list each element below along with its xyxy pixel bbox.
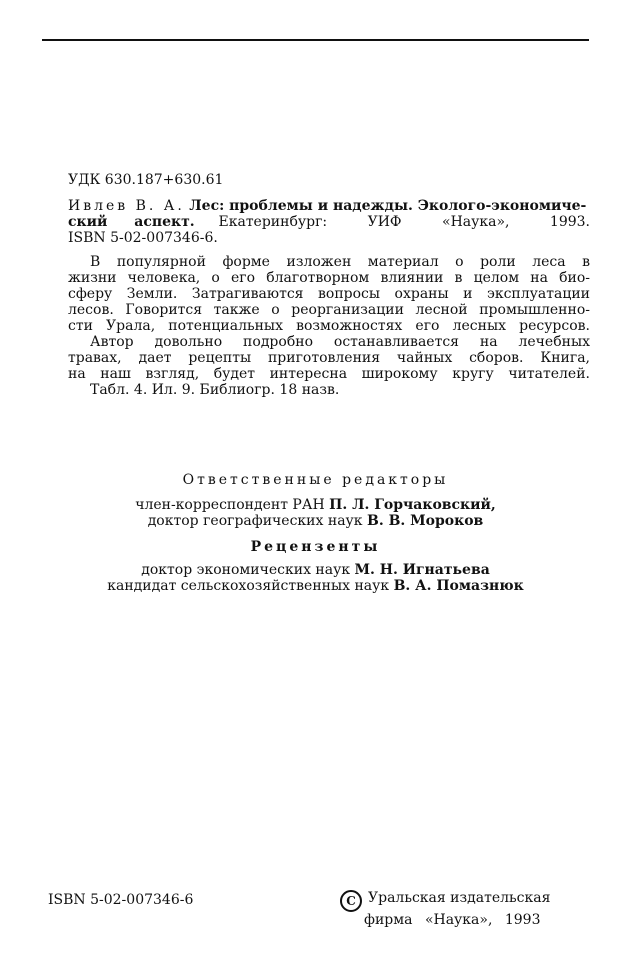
publisher-line: фирма «Наука», 1993 — [364, 912, 541, 928]
citation-publisher: Екатеринбург: УИФ «Наука», 1993. — [218, 214, 590, 230]
citation-title: Лес: проблемы и надежды. Эколого-экономиче- — [189, 198, 587, 214]
editor-line — [0, 513, 631, 529]
editor-name: П. Л. Горчаковский, — [329, 497, 496, 513]
citation-line-2 — [68, 214, 590, 230]
copyright-icon: C — [340, 890, 362, 912]
abstract-line: Автор довольно подробно останавливается на лечебных — [90, 334, 590, 350]
publisher-line: Уральская издательская — [368, 890, 551, 906]
editor-role: доктор географических наук — [147, 513, 363, 529]
citation-line-1 — [68, 198, 590, 214]
top-rule — [42, 39, 589, 41]
citation-title-cont: ский аспект. — [68, 214, 195, 230]
editors-heading: Ответственные редакторы — [182, 472, 449, 488]
reviewer-line — [0, 562, 631, 578]
reviewer-line — [0, 578, 631, 594]
abstract-line: на наш взгляд, будет интересна широкому кругу читателей. — [68, 366, 590, 382]
abstract-line: сти Урала, потенциальных возможностях его лесных ресурсов. — [68, 318, 590, 334]
editor-role: член-корреспондент РАН — [135, 497, 325, 513]
abstract-line: Табл. 4. Ил. 9. Библиогр. 18 назв. — [90, 382, 340, 398]
editor-line — [0, 497, 631, 513]
footer-publisher — [340, 890, 550, 928]
udk-code: УДК 630.187+630.61 — [68, 172, 224, 188]
reviewer-role: кандидат сельскохозяйственных наук — [107, 578, 390, 594]
abstract-line: жизни человека, о его благотворном влиянии в целом на био- — [68, 270, 590, 286]
abstract-line: сферу Земли. Затрагиваются вопросы охраны и эксплуатации — [68, 286, 590, 302]
reviewer-role: доктор экономических наук — [141, 562, 351, 578]
citation-isbn: ISBN 5-02-007346-6. — [68, 230, 218, 246]
reviewers-heading: Рецензенты — [250, 539, 381, 555]
footer-isbn: ISBN 5-02-007346-6 — [48, 892, 194, 908]
abstract-line: травах, дает рецепты приготовления чайных сборов. Книга, — [68, 350, 590, 366]
reviewer-name: В. А. Помазнюк — [393, 578, 524, 594]
citation-author: Ивлев В. А. — [68, 198, 185, 214]
reviewer-name: М. Н. Игнатьева — [354, 562, 490, 578]
abstract-line: В популярной форме изложен материал о роли леса в — [90, 254, 590, 270]
abstract-line: лесов. Говорится также о реорганизации лесной промышленно- — [68, 302, 590, 318]
editor-name: В. В. Мороков — [366, 513, 484, 529]
